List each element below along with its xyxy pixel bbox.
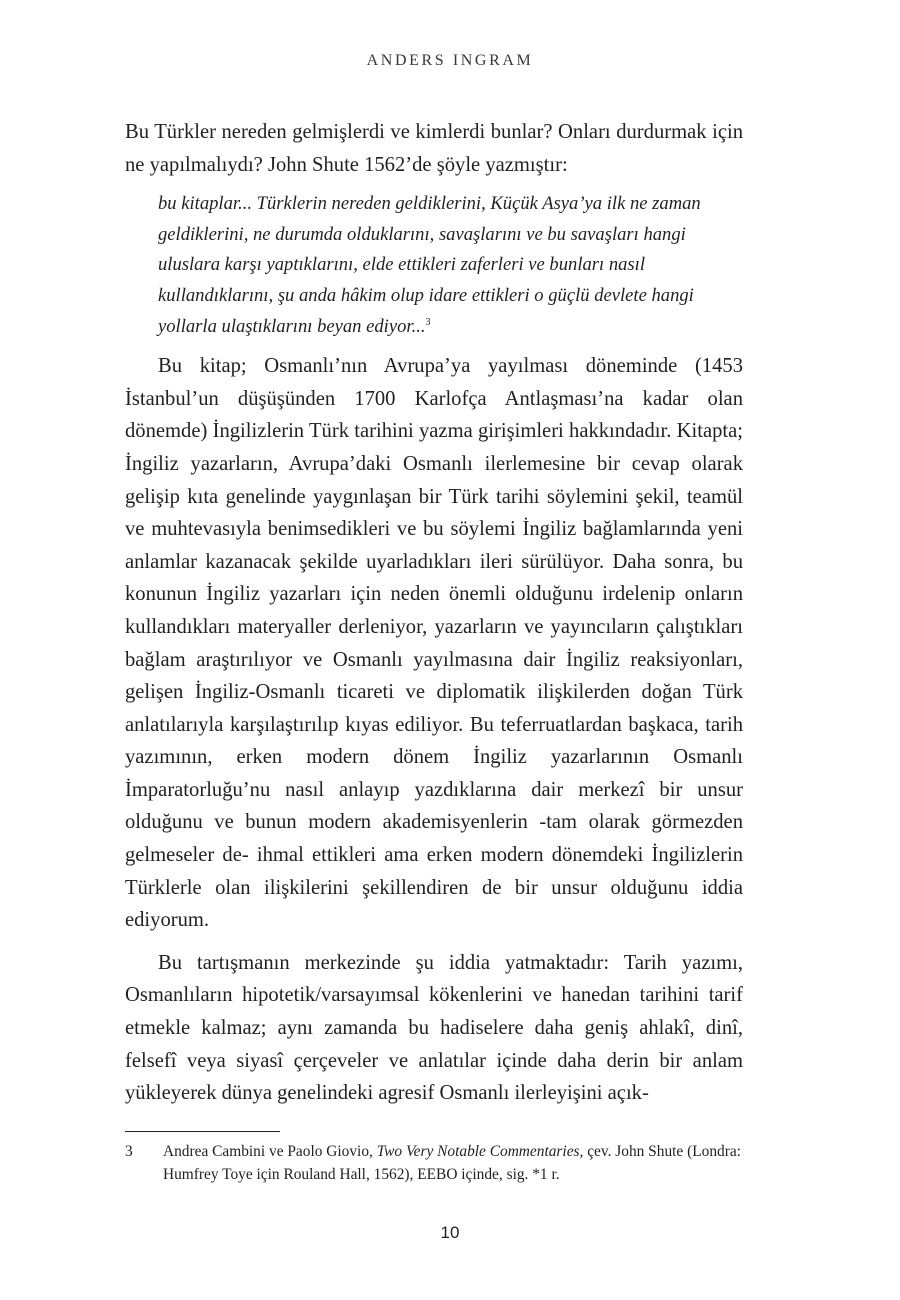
paragraph-intro: Bu Türkler nereden gelmişlerdi ve kimlerdi bunlar? Onları durdurmak için ne yapılmalıydı? John Shute 1562’de şöyle yazmıştır: — [125, 121, 743, 176]
footnote — [125, 1140, 745, 1186]
running-head: ANDERS INGRAM — [366, 52, 534, 69]
footnote-reference[interactable]: 3 — [425, 316, 431, 328]
block-quote — [158, 189, 743, 342]
footnote-citation-authors: Andrea Cambini ve Paolo Giovio, — [163, 1143, 377, 1160]
footnote-citation-title: Two Very Notable Commentaries — [376, 1143, 580, 1160]
page-number: 10 — [440, 1223, 460, 1242]
paragraph-main: Bu kitap; Osmanlı’nın Avrupa’ya yayılması döneminde (1453 İstanbul’un düşüşünden 1700 Karlofça Antlaşması’na kadar olan dönemde) İngilizlerin Türk tarihini yazma girişimleri hakkındadır. Kitapta; İngiliz yazarların, Avrupa’daki Osmanlı ilerlemesine bir cevap olarak gelişip kıta genelinde yaygınlaşan bir Türk tarihi söylemini şekil, teamül ve muhtevasıyla benimsedikleri ve bu söylemi İngiliz bağlamlarında yeni anlamlar kazanacak şekilde uyarladıkları ileri sürülüyor. Daha sonra, bu konunun İngiliz yazarları için neden önemli olduğunu irdelenip onların kullandıkları materyaller derleniyor, yazarların ve yayıncıların çalıştıkları bağlam araştırılıyor ve Osmanlı yayılmasına dair İngiliz reaksiyonları, gelişen İngiliz-Osmanlı ticareti ve diplomatik ilişkilerden doğan Türk anlatılarıyla karşılaştırılıp kıyas ediliyor. Bu teferruatlardan başkaca, tarih yazımının, erken modern dönem İngiliz yazarlarının Osmanlı İmparatorluğu’nu nasıl anlayıp yazdıklarına dair merkezî bir unsur olduğunu ve bunun modern akademisyenlerin -tam olarak görmezden gelmeseler de- ihmal ettikleri ama erken modern dönemdeki İngilizlerin Türklerle olan ilişkilerini şekillendiren de bir unsur olduğunu iddia ediyorum. — [125, 355, 743, 932]
footnote-number: 3 — [125, 1143, 133, 1160]
paragraph-argument: Bu tartışmanın merkezinde şu iddia yatmaktadır: Tarih yazımı, Osmanlıların hipotetik/varsayımsal kökenlerini ve hanedan tarihini tarif etmekle kalmaz; aynı zamanda bu hadiselere daha geniş ahlakî, dinî, felsefî veya siyasî çerçeveler ve anlatılar içinde daha derin bir anlam yükleyerek dünya genelindeki agresif Osmanlı ilerleyişini açık- — [125, 951, 743, 1105]
footnote-citation-details: , çev. John Shute (Londra: Humfrey Toye için Rouland Hall, 1562), EEBO içinde, sig. *1 r. — [163, 1143, 741, 1183]
footnote-divider — [125, 1131, 280, 1132]
body-text — [125, 116, 743, 1110]
block-quote-text: bu kitaplar... Türklerin nereden geldiklerini, Küçük Asya’ya ilk ne zaman geldiklerini, ne durumda olduklarını, savaşlarını ve bu savaşları hangi uluslara karşı yaptıklarını, elde ettikleri zaferleri ve bunları nasıl kullandıklarını, şu anda hâkim olup idare ettikleri o güçlü devlete hangi yollarla ulaştıklarını beyan ediyor... — [158, 193, 701, 337]
footnote-text — [163, 1140, 745, 1186]
